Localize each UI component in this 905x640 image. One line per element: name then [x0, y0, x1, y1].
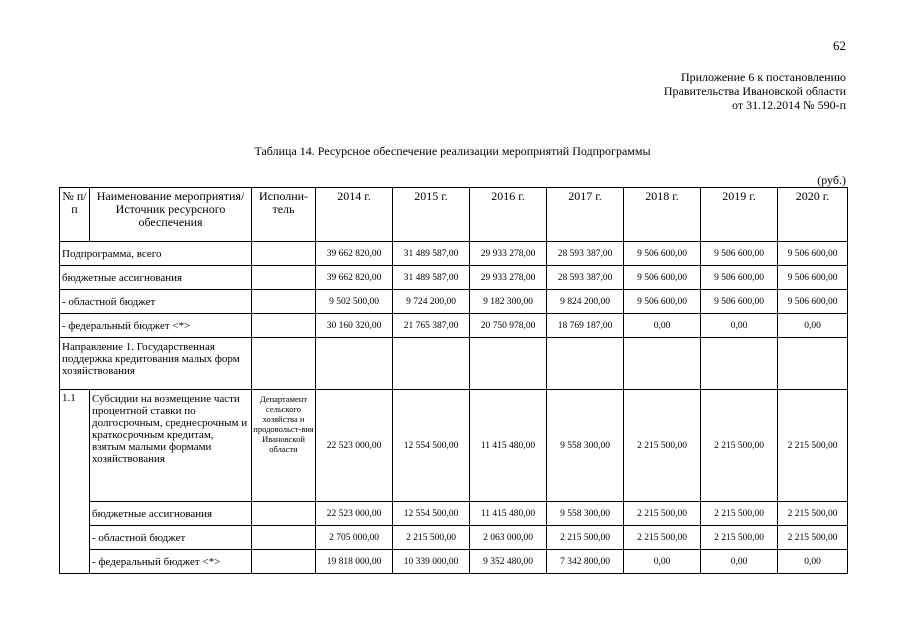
- value-cell: 9 506 600,00: [778, 266, 848, 290]
- header-year: 2016 г.: [470, 188, 547, 242]
- row-label: - федеральный бюджет <*>: [90, 550, 252, 574]
- empty-cell: [701, 338, 778, 390]
- empty-cell: [316, 338, 393, 390]
- empty-cell: [470, 338, 547, 390]
- measure-row: [60, 390, 848, 502]
- table-row: [60, 550, 848, 574]
- executor-cell: [252, 242, 316, 266]
- value-cell: 2 215 500,00: [624, 526, 701, 550]
- measure-name: Субсидии на возмещение части процентной ставки по долгосрочным, среднесрочным и краткосрочным кредитам, взятым малыми формами хозяйствования: [90, 390, 252, 502]
- empty-cell: [252, 338, 316, 390]
- value-cell: 11 415 480,00: [470, 390, 547, 502]
- value-cell: 0,00: [701, 314, 778, 338]
- value-cell: 2 215 500,00: [624, 390, 701, 502]
- value-cell: 19 818 000,00: [316, 550, 393, 574]
- empty-cell: [547, 338, 624, 390]
- value-cell: 39 662 820,00: [316, 242, 393, 266]
- table-row: [60, 290, 848, 314]
- value-cell: 9 558 300,00: [547, 390, 624, 502]
- value-cell: 30 160 320,00: [316, 314, 393, 338]
- value-cell: 12 554 500,00: [393, 502, 470, 526]
- value-cell: 9 558 300,00: [547, 502, 624, 526]
- value-cell: 2 063 000,00: [470, 526, 547, 550]
- value-cell: 9 724 200,00: [393, 290, 470, 314]
- value-cell: 9 506 600,00: [778, 242, 848, 266]
- value-cell: 28 593 387,00: [547, 242, 624, 266]
- direction-row: [60, 338, 848, 390]
- header-year: 2014 г.: [316, 188, 393, 242]
- value-cell: 0,00: [624, 550, 701, 574]
- appendix-line-1: Приложение 6 к постановлению: [680, 70, 846, 84]
- value-cell: 0,00: [778, 550, 848, 574]
- value-cell: 2 215 500,00: [393, 526, 470, 550]
- header-executor: Исполни-тель: [252, 188, 316, 242]
- table-row: [60, 526, 848, 550]
- measure-number: 1.1: [60, 390, 90, 574]
- table-row: [60, 314, 848, 338]
- value-cell: 2 215 500,00: [547, 526, 624, 550]
- value-cell: 9 352 480,00: [470, 550, 547, 574]
- table-title: Таблица 14. Ресурсное обеспечение реализации мероприятий Подпрограммы: [254, 144, 651, 158]
- header-year: 2017 г.: [547, 188, 624, 242]
- appendix-note: [664, 70, 846, 112]
- value-cell: 2 215 500,00: [778, 502, 848, 526]
- value-cell: 0,00: [778, 314, 848, 338]
- row-label: бюджетные ассигнования: [60, 266, 252, 290]
- value-cell: 28 593 387,00: [547, 266, 624, 290]
- row-label: - областной бюджет: [90, 526, 252, 550]
- table-row: [60, 266, 848, 290]
- value-cell: 21 765 387,00: [393, 314, 470, 338]
- value-cell: 2 215 500,00: [701, 390, 778, 502]
- executor-cell: [252, 526, 316, 550]
- header-name: Наименование мероприятия/Источник ресурсного обеспечения: [90, 188, 252, 242]
- row-label: Подпрограмма, всего: [60, 242, 252, 266]
- value-cell: 20 750 978,00: [470, 314, 547, 338]
- empty-cell: [624, 338, 701, 390]
- value-cell: 22 523 000,00: [316, 390, 393, 502]
- value-cell: 9 506 600,00: [624, 290, 701, 314]
- value-cell: 9 506 600,00: [778, 290, 848, 314]
- value-cell: 31 489 587,00: [393, 266, 470, 290]
- resource-table: [59, 187, 848, 574]
- page-number: 62: [833, 38, 846, 53]
- empty-cell: [778, 338, 848, 390]
- value-cell: 11 415 480,00: [470, 502, 547, 526]
- value-cell: 9 502 500,00: [316, 290, 393, 314]
- executor-cell: [252, 502, 316, 526]
- value-cell: 29 933 278,00: [470, 242, 547, 266]
- row-label: - федеральный бюджет <*>: [60, 314, 252, 338]
- value-cell: 29 933 278,00: [470, 266, 547, 290]
- row-label: бюджетные ассигнования: [90, 502, 252, 526]
- executor-cell: [252, 290, 316, 314]
- value-cell: 39 662 820,00: [316, 266, 393, 290]
- value-cell: 31 489 587,00: [393, 242, 470, 266]
- value-cell: 2 215 500,00: [778, 390, 848, 502]
- value-cell: 0,00: [624, 314, 701, 338]
- value-cell: 9 506 600,00: [624, 266, 701, 290]
- executor-cell: [252, 266, 316, 290]
- row-label: - областной бюджет: [60, 290, 252, 314]
- value-cell: 2 705 000,00: [316, 526, 393, 550]
- value-cell: 22 523 000,00: [316, 502, 393, 526]
- value-cell: 0,00: [701, 550, 778, 574]
- appendix-line-2: Правительства Ивановской области: [663, 84, 846, 98]
- empty-cell: [393, 338, 470, 390]
- value-cell: 2 215 500,00: [624, 502, 701, 526]
- value-cell: 18 769 187,00: [547, 314, 624, 338]
- value-cell: 9 182 300,00: [470, 290, 547, 314]
- header-no: № п/п: [60, 188, 90, 242]
- direction-label: Направление 1. Государственная поддержка кредитования малых форм хозяйствования: [60, 338, 252, 390]
- appendix-line-3: от 31.12.2014 № 590-п: [732, 98, 846, 112]
- value-cell: 2 215 500,00: [778, 526, 848, 550]
- header-row: [60, 188, 848, 242]
- value-cell: 9 824 200,00: [547, 290, 624, 314]
- table-row: [60, 502, 848, 526]
- measure-executor: Департамент сельского хозяйства и продовольст-вия Ивановской области: [252, 390, 316, 502]
- value-cell: 9 506 600,00: [701, 242, 778, 266]
- value-cell: 2 215 500,00: [701, 526, 778, 550]
- table-row: [60, 242, 848, 266]
- header-year: 2018 г.: [624, 188, 701, 242]
- units-label: (руб.): [817, 173, 846, 187]
- value-cell: 9 506 600,00: [624, 242, 701, 266]
- executor-cell: [252, 550, 316, 574]
- value-cell: 10 339 000,00: [393, 550, 470, 574]
- value-cell: 12 554 500,00: [393, 390, 470, 502]
- value-cell: 2 215 500,00: [701, 502, 778, 526]
- executor-cell: [252, 314, 316, 338]
- value-cell: 7 342 800,00: [547, 550, 624, 574]
- value-cell: 9 506 600,00: [701, 290, 778, 314]
- value-cell: 9 506 600,00: [701, 266, 778, 290]
- header-year: 2020 г.: [778, 188, 848, 242]
- header-year: 2015 г.: [393, 188, 470, 242]
- header-year: 2019 г.: [701, 188, 778, 242]
